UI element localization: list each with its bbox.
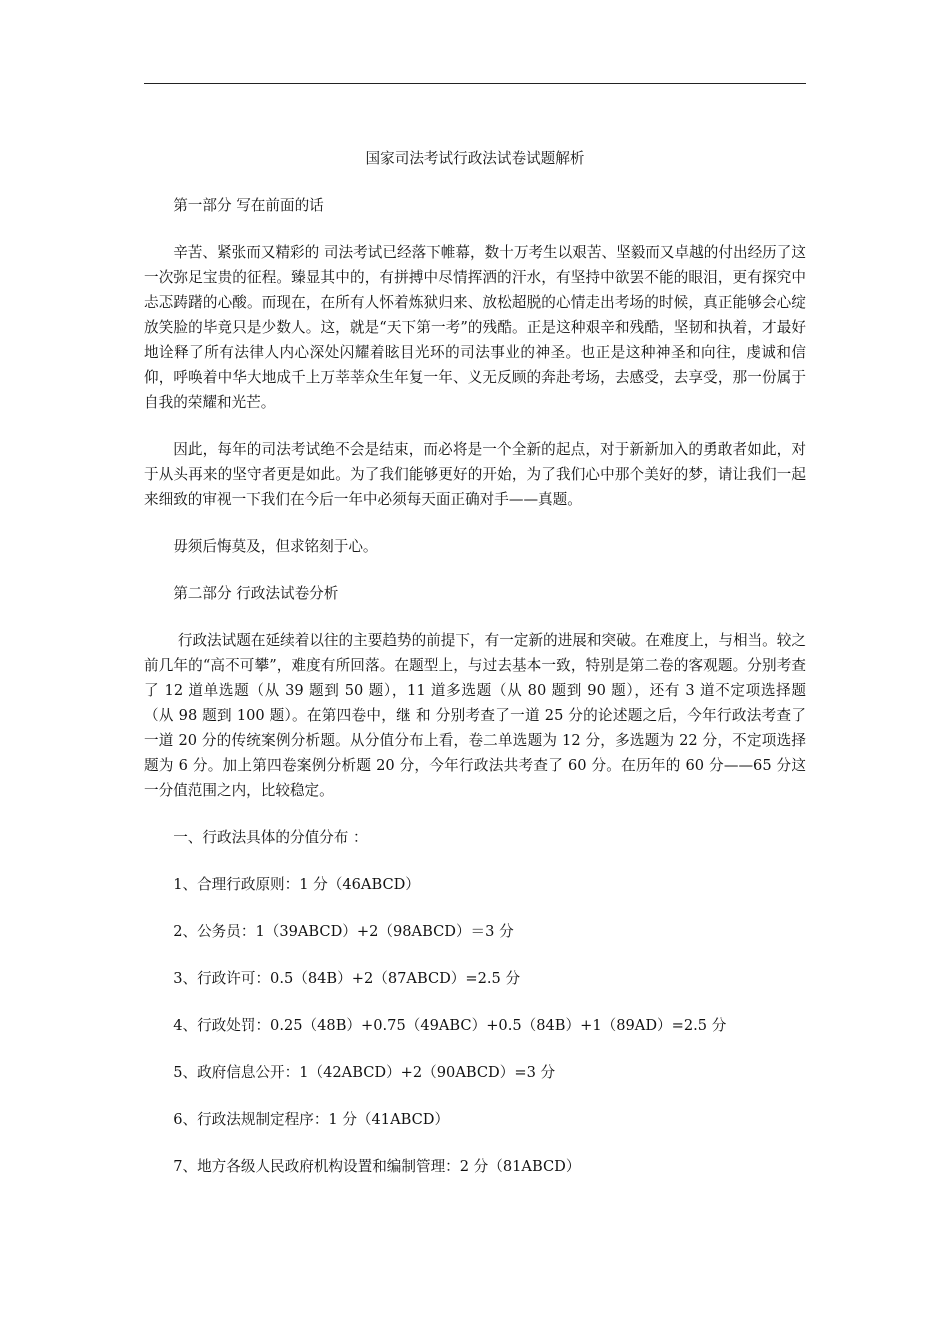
paragraph-intro: 辛苦、紧张而又精彩的 司法考试已经落下帷幕，数十万考生以艰苦、坚毅而又卓越的付出经历了这一次弥足宝贵的征程。臻显其中的，有拼搏中尽情挥洒的汗水，有坚持中欲罢不能的眼泪，更有探究中忐忑踌躇的心酸。而现在，在所有人怀着炼狱归来、放松超脱的心情走出考场的时候，真正能够会心绽放笑脸的毕竟只是少数人。这，就是“天下第一考”的残酷。正是这种艰辛和残酷，坚韧和执着，才最好地诠释了所有法律人内心深处闪耀着眩目光环的司法事业的神圣。也正是这种神圣和向往，虔诚和信仰，呼唤着中华大地成千上万莘莘众生年复一年、义无反顾的奔赴考场，去感受，去享受，那一份属于自我的荣耀和光芒。: [144, 244, 806, 411]
list-item: 3、行政许可：0.5（84B）+2（87ABCD）=2.5 分: [173, 970, 521, 987]
list-item: 2、公务员：1（39ABCD）+2（98ABCD）＝3 分: [173, 923, 514, 940]
score-distribution-list: [144, 872, 806, 1179]
paragraph-motto: 毋须后悔莫及，但求铭刻于心。: [173, 538, 378, 555]
document-title: 国家司法考试行政法试卷试题解析: [365, 150, 585, 167]
list-item: 4、行政处罚：0.25（48B）+0.75（49ABC）+0.5（84B）+1（89AD）=2.5 分: [173, 1017, 727, 1034]
list-item: 7、地方各级人民政府机构设置和编制管理：2 分（81ABCD）: [173, 1158, 581, 1175]
list-item: 6、行政法规制定程序：1 分（41ABCD）: [173, 1111, 450, 1128]
list-item: 5、政府信息公开：1（42ABCD）+2（90ABCD）=3 分: [173, 1064, 556, 1081]
header-rule: [144, 83, 806, 84]
section-heading-2: 第二部分 行政法试卷分析: [173, 585, 339, 602]
paragraph-start-point: 因此，每年的司法考试绝不会是结束，而必将是一个全新的起点，对于新新加入的勇敢者如此，对于从头再来的坚守者更是如此。为了我们能够更好的开始，为了我们心中那个美好的梦，请让我们一起来细致的审视一下我们在今后一年中必须每天面正确对手——真题。: [144, 441, 806, 508]
list-item: 1、合理行政原则：1 分（46ABCD）: [173, 876, 420, 893]
section-heading-1: 第一部分 写在前面的话: [173, 197, 324, 214]
document-body: [144, 146, 806, 1201]
score-distribution-heading: 一、行政法具体的分值分布 ：: [173, 829, 368, 846]
paragraph-analysis: 行政法试题在延续着以往的主要趋势的前提下，有一定新的进展和突破。在难度上，与相当。较之前几年的“高不可攀”，难度有所回落。在题型上，与过去基本一致，特别是第二卷的客观题。分别考查了 12 道单选题（从 39 题到 50 题），11 道多选题（从 80 题到 90 题），还有 3 道不定项选择题（从 98 题到 100 题）。在第四卷中，继 和 分别考查了一道 25 分的论述题之后，今年行政法考查了一道 20 分的传统案例分析题。从分值分布上看，卷二单选题为 12 分，多选题为 22 分，不定项选择题为 6 分。加上第四卷案例分析题 20 分，今年行政法共考查了 60 分。在历年的 60 分——65 分这一分值范围之内，比较稳定。: [144, 632, 806, 799]
